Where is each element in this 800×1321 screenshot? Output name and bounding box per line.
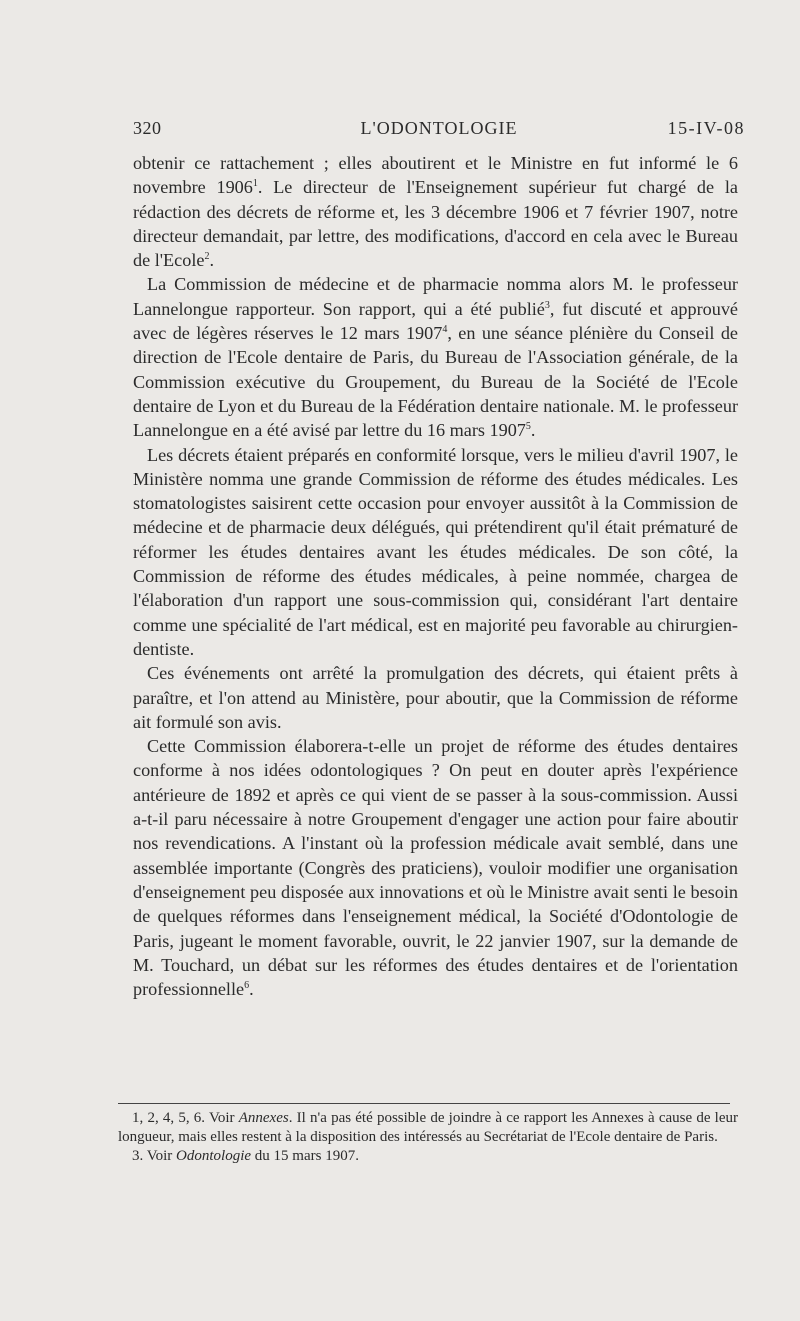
footnote-divider [118, 1103, 730, 1104]
footnotes [118, 1109, 738, 1166]
footnote-ref: 2 [204, 251, 210, 263]
paragraph-4: Ces événements ont arrêté la promulgation des décrets, qui étaient prêts à paraître, et l'on attend au Ministère, pour aboutir, que la Commission de réforme ait formulé son avis. [133, 663, 738, 732]
paragraph-3: Les décrets étaient préparés en conformité lorsque, vers le milieu d'avril 1907, le Ministère nomma une grande Commission de réforme des études médicales. Les stomatologistes saisirent cette occasion pour envoyer aussitôt à la Commission de médecine et de pharmacie deux délégués, qui prétendirent qu'il était prématuré de réformer les études dentaires avant les études médicales. De son côté, la Commission de réforme des études médicales, à peine nommée, chargea de l'élaboration d'un rapport une sous-commission qui, considérant l'art dentaire comme une spécialité de l'art médical, est en majorité peu favorable au chirurgien-dentiste. [133, 444, 738, 659]
footnote-ref: 4 [442, 324, 448, 336]
footnote-ref: 6 [244, 980, 250, 992]
footnote-ref: 3 [544, 299, 550, 311]
footnote-3: 3. Voir Odontologie du 15 mars 1907. [132, 1148, 359, 1164]
journal-title: L'ODONTOLOGIE [360, 118, 518, 138]
paragraph-1: obtenir ce rattachement ; elles aboutirent et le Ministre en fut informé le 6 novembre 1906$^1$. Le directeur de l'Enseignement supérieur fut chargé de la rédaction des décrets de réforme et, les 3 décembre 1906 et 7 février 1907, notre directeur demandait, par lettre, des modifications, d'accord en cela avec le Bureau de l'Ecole$^2$. [133, 153, 738, 271]
footnote-ref: 5 [525, 421, 531, 433]
body-text [133, 151, 738, 1001]
paragraph-5: Cette Commission élaborera-t-elle un projet de réforme des études dentaires conforme à nos idées odontologiques ? On peut en douter après l'expérience antérieure de 1892 et après ce qui vient de se passer à la sous-commission. Aussi a-t-il paru nécessaire à notre Groupement d'engager une action pour faire aboutir nos revendications. A l'instant où la profession médicale avait semblé, dans une assemblée importante (Congrès des praticiens), vouloir modifier une organisation d'enseignement peu disposée aux innovations et où le Ministre avait senti le besoin de quelques réformes dans l'enseignement médical, la Société d'Odontologie de Paris, jugeant le moment favorable, ouvrit, le 22 janvier 1907, sur la demande de M. Touchard, un débat sur les réformes des études dentaires et de l'orientation professionnelle$^6$. [133, 736, 738, 1000]
page-number: 320 [133, 118, 162, 138]
footnote-ref: 1 [252, 178, 258, 190]
paragraph-2: La Commission de médecine et de pharmacie nomma alors M. le professeur Lannelongue rapporteur. Son rapport, qui a été publié$^3$, fut discuté et approuvé avec de légères réserves le 12 mars 1907$^4$, en une séance plénière du Conseil de direction de l'Ecole dentaire de Paris, du Bureau de l'Association générale, de la Commission exécutive du Groupement, du Bureau de la Société de l'Ecole dentaire de Lyon et du Bureau de la Fédération dentaire nationale. M. le professeur Lannelongue en a été avisé par lettre du 16 mars 1907$^5$. [133, 274, 738, 441]
footnote-1: 1, 2, 4, 5, 6. Voir Annexes. Il n'a pas été possible de joindre à ce rapport les Annexes à cause de leur longueur, mais elles restent à la disposition des intéressés au Secrétariat de l'Ecole dentaire de Paris. [118, 1110, 738, 1145]
issue-date: 15-IV-08 [667, 118, 745, 138]
